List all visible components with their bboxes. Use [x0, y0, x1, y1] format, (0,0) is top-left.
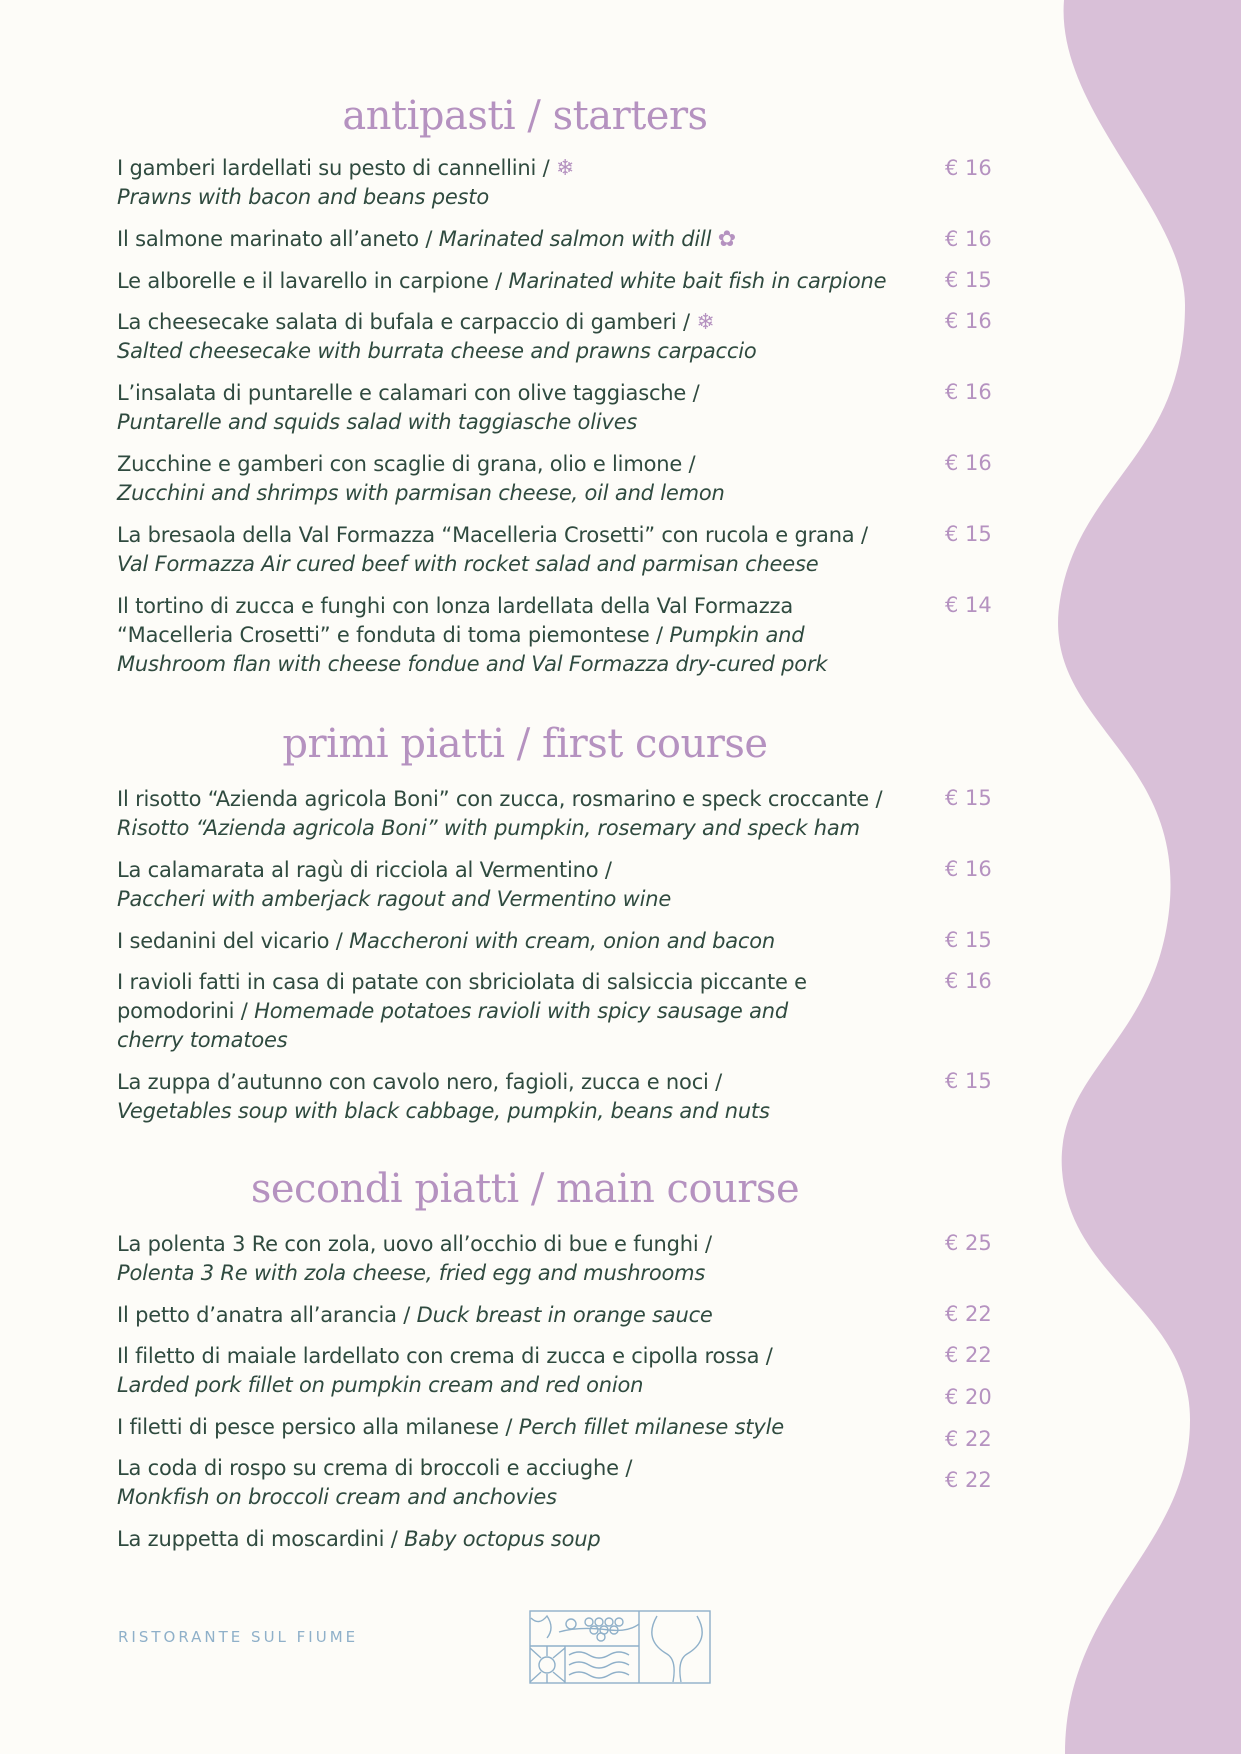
item-italian: I ravioli fatti in casa di patate con sbriciolata di salsiccia piccante e pomodorini /	[117, 970, 807, 1023]
item-price: € 16	[945, 156, 992, 180]
item-italian: L’insalata di puntarelle e calamari con olive taggiasche /	[117, 381, 700, 405]
menu-item	[117, 521, 897, 579]
item-english: Prawns with bacon and beans pesto	[117, 185, 489, 209]
menu-item	[117, 1301, 897, 1330]
section-title-main-course: secondi piatti / main course	[250, 1166, 800, 1212]
item-price: € 22	[945, 1427, 992, 1451]
menu-item	[117, 927, 897, 956]
snowflake-icon: ❄	[555, 156, 575, 181]
item-english: Polenta 3 Re with zola cheese, fried egg and mushrooms	[117, 1261, 706, 1285]
item-price: € 16	[945, 969, 992, 993]
menu-item	[117, 592, 887, 679]
item-price: € 25	[945, 1231, 992, 1255]
menu-item	[117, 154, 897, 212]
item-italian: Zucchine e gamberi con scaglie di grana, olio e limone /	[117, 452, 696, 476]
item-price: € 15	[945, 1069, 992, 1093]
menu-item	[117, 785, 897, 843]
menu-item	[117, 450, 897, 508]
item-english: Perch fillet milanese style	[518, 1415, 784, 1439]
flower-icon: ✿	[717, 227, 737, 252]
item-price: € 15	[945, 786, 992, 810]
item-price: € 22	[945, 1343, 992, 1367]
menu-item	[117, 267, 897, 296]
item-price: € 16	[945, 857, 992, 881]
item-english: Baby octopus soup	[404, 1527, 601, 1551]
item-english: Zucchini and shrimps with parmisan cheese, oil and lemon	[117, 481, 725, 505]
item-price: € 16	[945, 380, 992, 404]
item-price: € 22	[945, 1302, 992, 1326]
menu-item	[117, 308, 897, 366]
item-english: Duck breast in orange sauce	[416, 1303, 713, 1327]
item-price: € 16	[945, 309, 992, 333]
item-italian: La zuppetta di moscardini /	[117, 1527, 398, 1551]
item-english: Pumpkin and Mushroom flan with cheese fondue and Val Formazza dry-cured pork	[117, 623, 828, 676]
item-italian: La cheesecake salata di bufala e carpaccio di gamberi /	[117, 310, 690, 334]
item-price: € 15	[945, 928, 992, 952]
item-english: Marinated salmon with dill	[438, 227, 712, 251]
item-english: Puntarelle and squids salad with taggiasche olives	[117, 410, 638, 434]
item-price: € 15	[945, 522, 992, 546]
menu-item	[117, 856, 897, 914]
menu-item	[117, 968, 817, 1055]
item-italian: Le alborelle e il lavarello in carpione /	[117, 269, 503, 293]
menu-item	[117, 1525, 897, 1554]
item-english: Risotto “Azienda agricola Boni” with pumpkin, rosemary and speck ham	[117, 816, 860, 840]
item-english: Larded pork fillet on pumpkin cream and red onion	[117, 1373, 644, 1397]
menu-item	[117, 1454, 897, 1512]
menu-item	[117, 225, 897, 254]
menu-item	[117, 1230, 897, 1288]
snowflake-icon: ❄	[696, 310, 715, 335]
item-italian: La zuppa d’autunno con cavolo nero, fagioli, zucca e noci /	[117, 1070, 723, 1094]
item-price: € 22	[945, 1468, 992, 1492]
item-italian: La bresaola della Val Formazza “Macelleria Crosetti” con rucola e grana /	[117, 523, 868, 547]
item-price: € 20	[945, 1385, 992, 1409]
section-title-first-course: primi piatti / first course	[282, 721, 768, 767]
item-english: Salted cheesecake with burrata cheese and prawns carpaccio	[117, 339, 757, 363]
menu-item	[117, 1413, 897, 1442]
restaurant-name: RISTORANTE SUL FIUME	[118, 1628, 359, 1646]
item-italian: I gamberi lardellati su pesto di cannellini /	[117, 156, 550, 180]
item-italian: La coda di rospo su crema di broccoli e acciughe /	[117, 1456, 633, 1480]
item-english: Vegetables soup with black cabbage, pumpkin, beans and nuts	[117, 1099, 770, 1123]
item-italian: Il filetto di maiale lardellato con crema di zucca e cipolla rossa /	[117, 1344, 773, 1368]
item-italian: La polenta 3 Re con zola, uovo all’occhio di bue e funghi /	[117, 1232, 712, 1256]
item-italian: Il petto d’anatra all’arancia /	[117, 1303, 411, 1327]
item-price: € 14	[945, 593, 992, 617]
item-italian: La calamarata al ragù di ricciola al Vermentino /	[117, 858, 612, 882]
menu-item	[117, 1068, 897, 1126]
item-english: Monkfish on broccoli cream and anchovies	[117, 1485, 557, 1509]
item-price: € 15	[945, 268, 992, 292]
section-title-starters: antipasti / starters	[342, 93, 708, 139]
item-italian: Il tortino di zucca e funghi con lonza lardellata della Val Formazza “Macelleria Crosetti” e fonduta di toma piemontese /	[117, 594, 794, 647]
menu-item	[117, 379, 897, 437]
item-italian: I sedanini del vicario /	[117, 929, 343, 953]
item-english: Paccheri with amberjack ragout and Vermentino wine	[117, 887, 672, 911]
item-italian: Il risotto “Azienda agricola Boni” con zucca, rosmarino e speck croccante /	[117, 787, 883, 811]
menu-item	[117, 1342, 897, 1400]
item-italian: Il salmone marinato all’aneto /	[117, 227, 433, 251]
item-english: Marinated white bait fish in carpione	[508, 269, 887, 293]
item-english: Homemade potatoes ravioli with spicy sausage and cherry tomatoes	[117, 999, 788, 1052]
item-italian: I filetti di pesce persico alla milanese /	[117, 1415, 513, 1439]
restaurant-logo	[529, 1610, 711, 1684]
item-price: € 16	[945, 227, 992, 251]
item-price: € 16	[945, 451, 992, 475]
item-english: Maccheroni with cream, onion and bacon	[349, 929, 776, 953]
item-english: Val Formazza Air cured beef with rocket salad and parmisan cheese	[117, 552, 819, 576]
